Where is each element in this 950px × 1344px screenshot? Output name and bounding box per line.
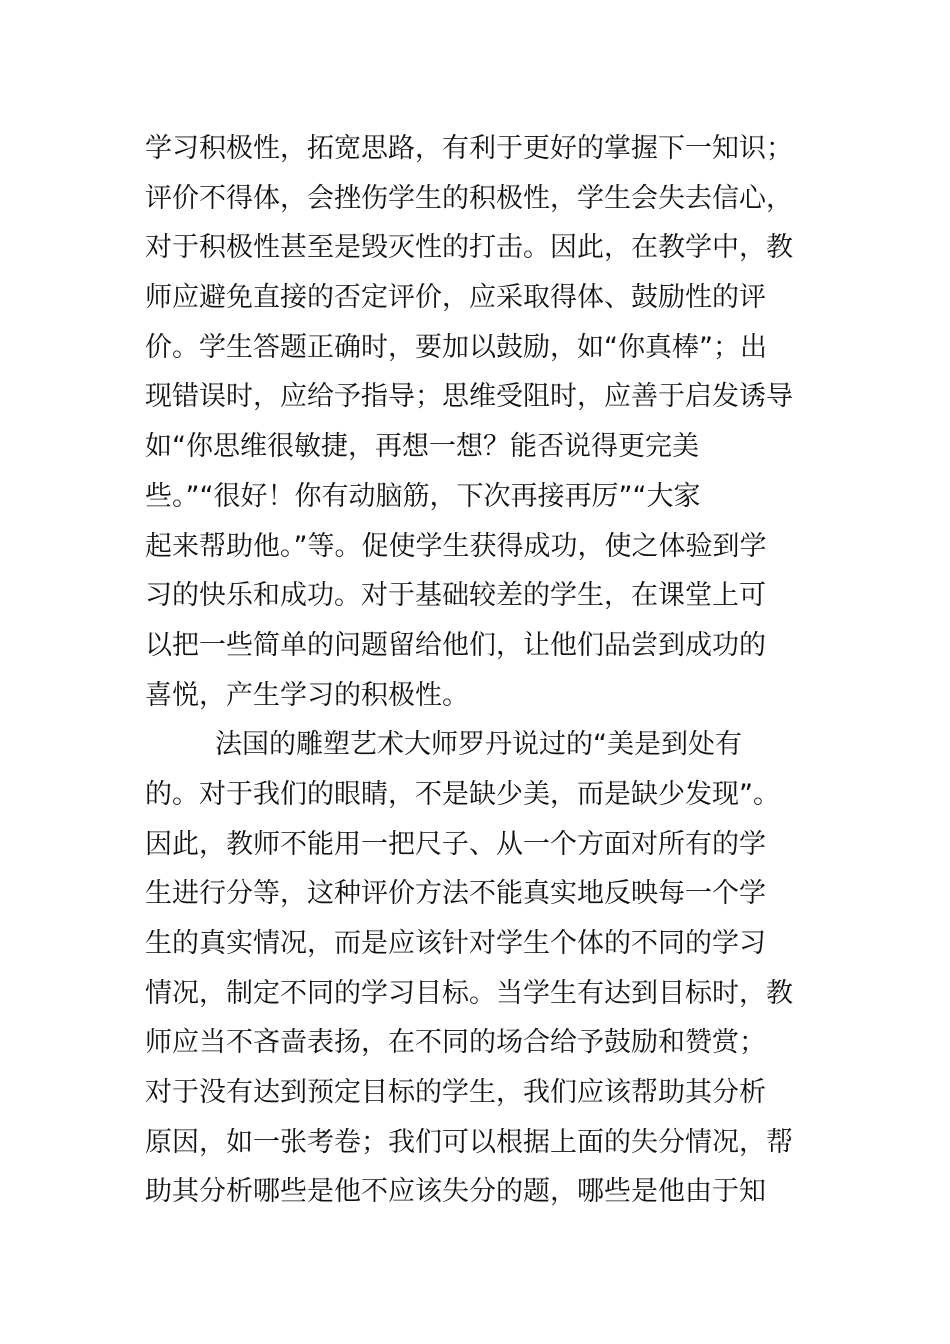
body-text: [145, 124, 815, 1217]
text-line: 师应当不吝啬表扬，在不同的场合给予鼓励和赞赏；: [145, 1027, 766, 1059]
text-line: 对于没有达到预定目标的学生，我们应该帮助其分析: [145, 1077, 766, 1109]
text-line: 因此，教师不能用一把尺子、从一个方面对所有的学: [145, 828, 766, 860]
text-line: 评价不得体，会挫伤学生的积极性，学生会失去信心，: [145, 182, 793, 214]
text-line: 原因，如一张考卷；我们可以根据上面的失分情况，帮: [145, 1126, 793, 1158]
text-line: 助其分析哪些是他不应该失分的题，哪些是他由于知: [145, 1176, 766, 1208]
text-line: 生的真实情况，而是应该针对学生个体的不同的学习: [145, 928, 766, 959]
text-line: 些。”“很好！你有动脑筋，下次再接再厉”“大家: [145, 480, 701, 512]
text-line: 生进行分等，这种评价方法不能真实地反映每一个学: [145, 878, 766, 910]
text-line: 学习积极性，拓宽思路，有利于更好的掌握下一知识；: [145, 133, 793, 164]
paragraph-start-line: 法国的雕塑艺术大师罗丹说过的“美是到处有: [215, 729, 742, 761]
text-line: 起来帮助他。”等。促使学生获得成功，使之体验到学: [145, 530, 767, 562]
text-line: 师应避免直接的否定评价，应采取得体、鼓励性的评: [145, 282, 766, 314]
text-line: 现错误时，应给予指导；思维受阻时，应善于启发诱导: [145, 381, 793, 413]
text-line: 对于积极性甚至是毁灭性的打击。因此，在教学中，教: [145, 232, 793, 264]
text-line: 以把一些简单的问题留给他们，让他们品尝到成功的: [145, 629, 766, 661]
text-line: 价。学生答题正确时，要加以鼓励，如“你真棒”；出: [145, 331, 767, 363]
text-line: 如“你思维很敏捷，再想一想？能否说得更完美: [145, 431, 699, 463]
text-line: 情况，制定不同的学习目标。当学生有达到目标时，教: [145, 977, 793, 1009]
text-line: 习的快乐和成功。对于基础较差的学生，在课堂上可: [145, 580, 766, 612]
text-line: 的。对于我们的眼睛，不是缺少美，而是缺少发现”。: [145, 778, 780, 810]
text-line: 喜悦，产生学习的积极性。: [145, 679, 469, 711]
